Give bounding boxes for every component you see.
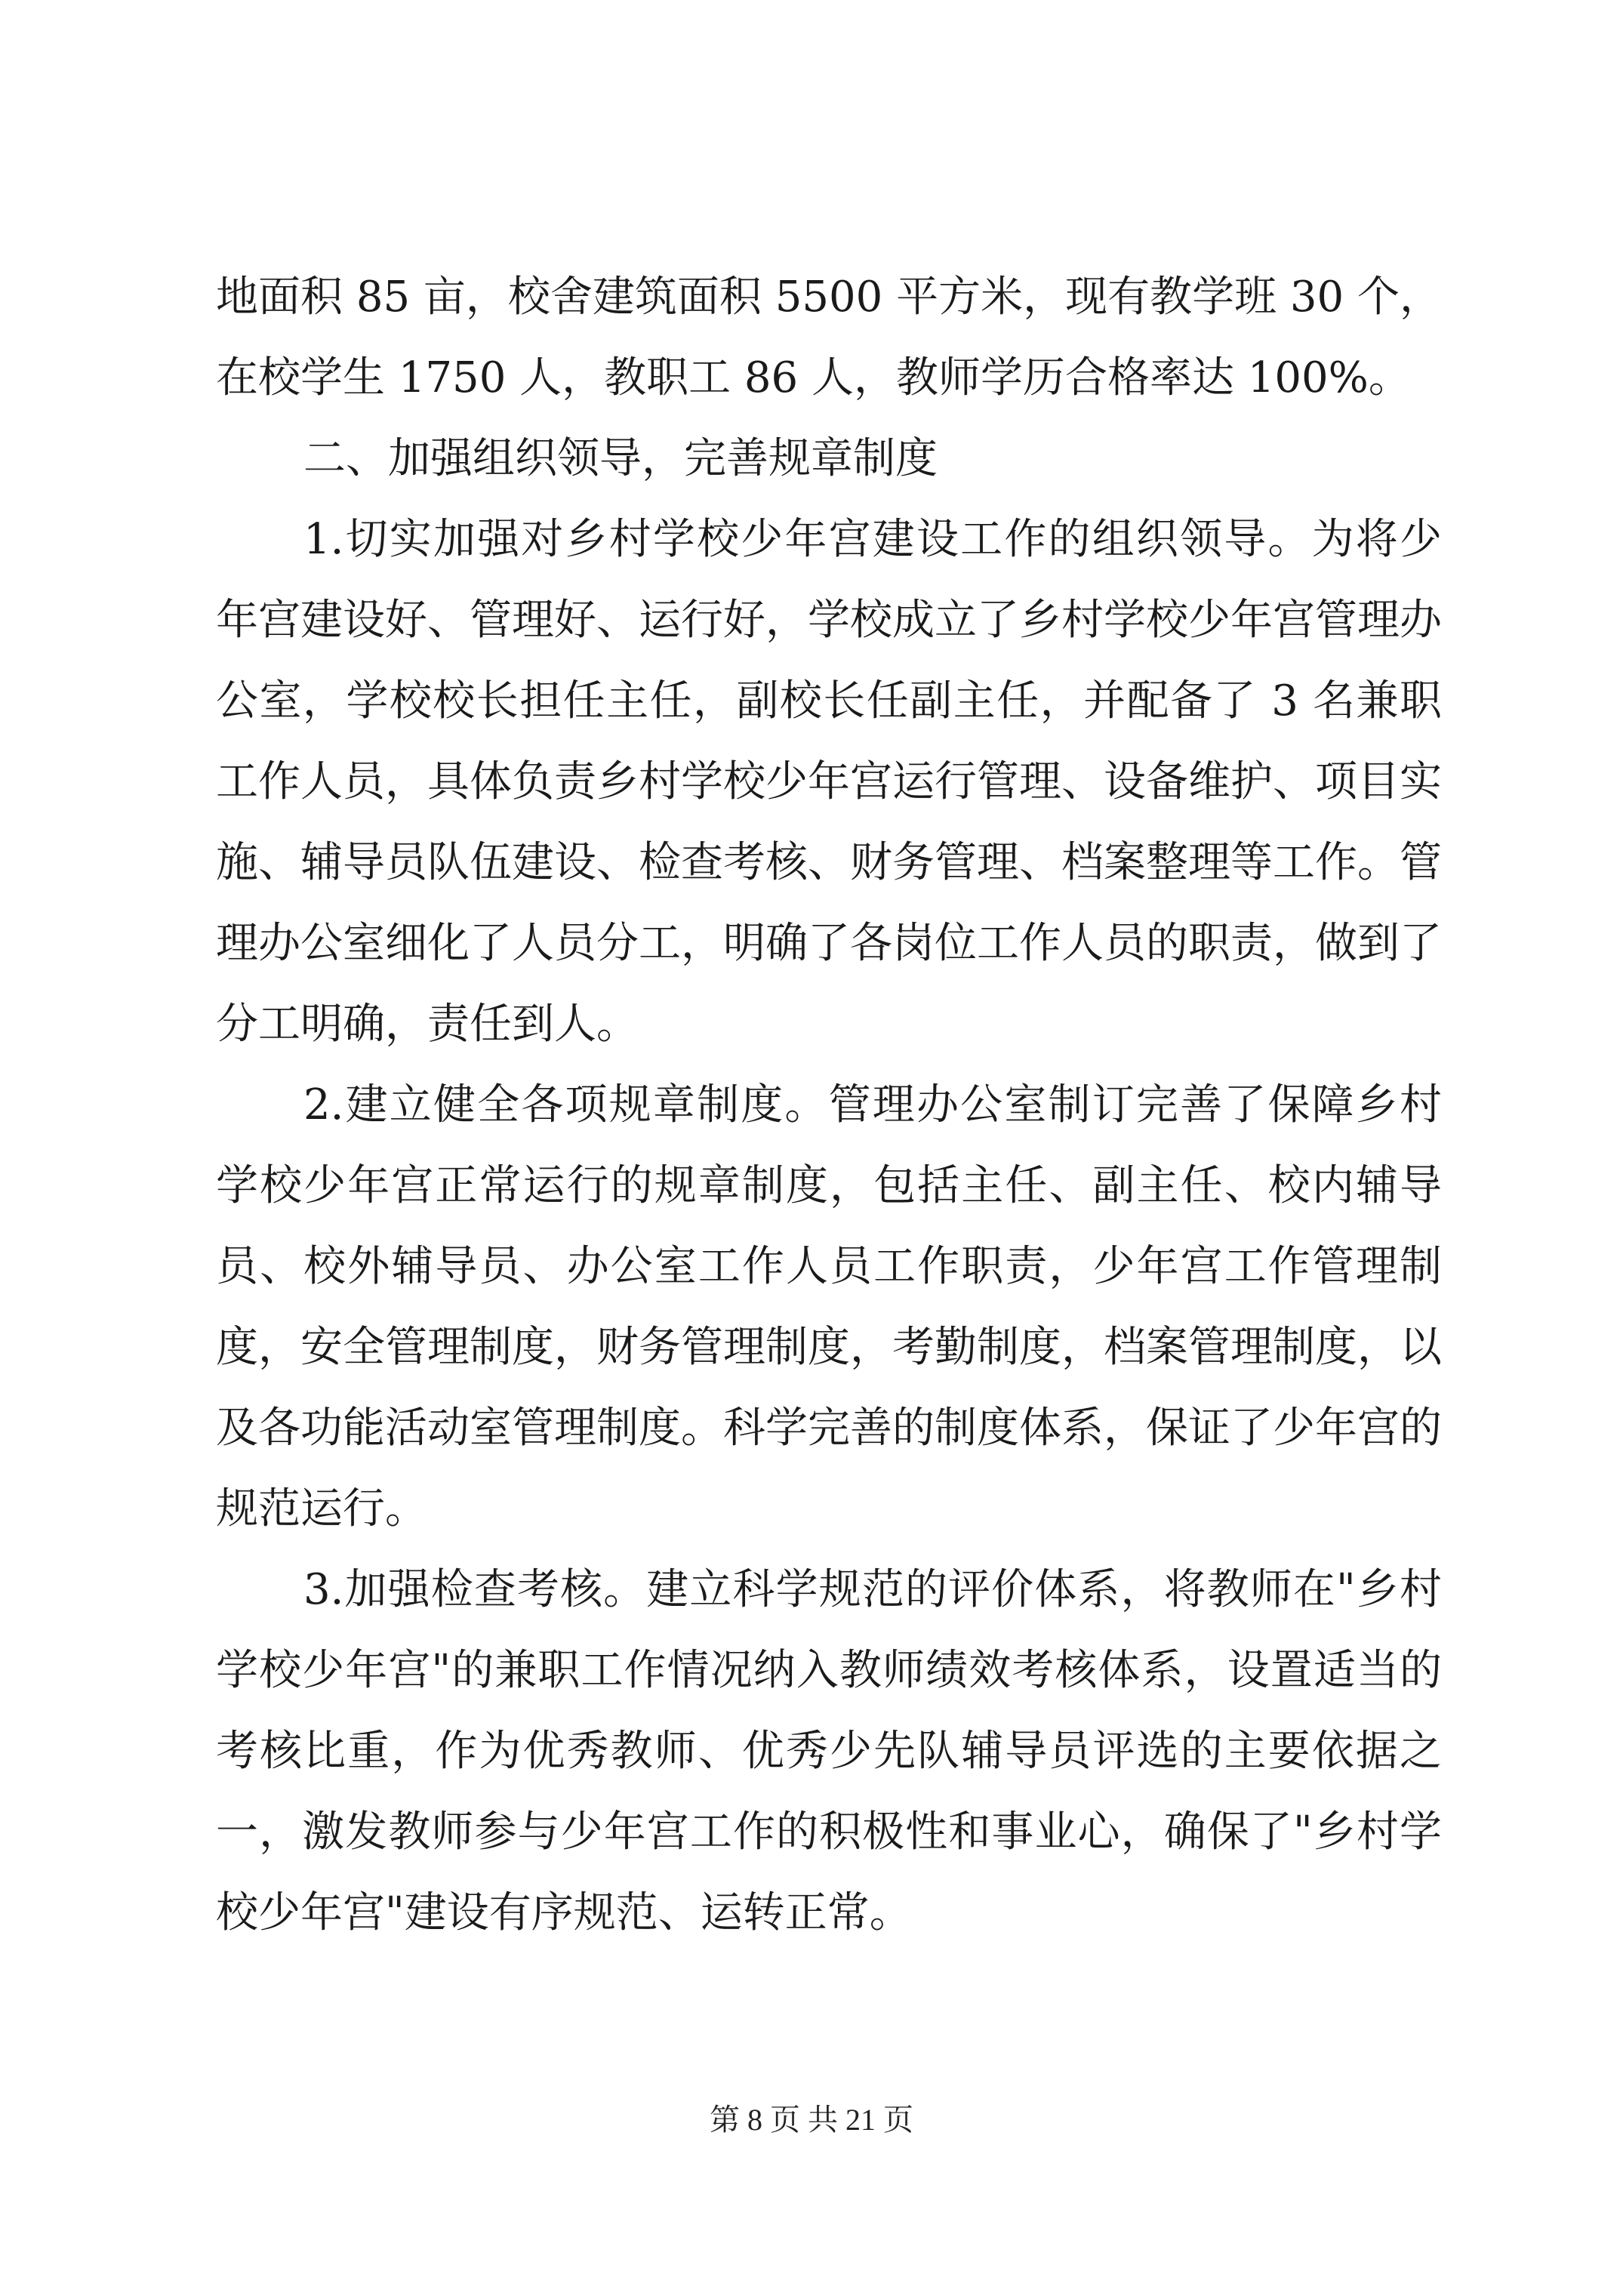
paragraph-item-1: 1.切实加强对乡村学校少年宫建设工作的组织领导。为将少年宫建设好、管理好、运行好，学校成立了乡村学校少年宫管理办公室，学校校长担任主任，副校长任副主任，并配备了 3 名兼职工作人员，具体负责乡村学校少年宫运行管理、设备维护、项目实施、辅导员队伍建设、检查考核、财务管理、档案整理等工作。管理办公室细化了人员分工，明确了各岗位工作人员的职责，做到了分工明确，责任到人。	[216, 515, 1442, 1049]
page-number-footer: 第 8 页 共 21 页	[710, 2103, 913, 2137]
paragraph-item-2: 2.建立健全各项规章制度。管理办公室制订完善了保障乡村学校少年宫正常运行的规章制度，包括主任、副主任、校内辅导员、校外辅导员、办公室工作人员工作职责，少年宫工作管理制度，安全管理制度，财务管理制度，考勤制度，档案管理制度，以及各功能活动室管理制度。科学完善的制度体系，保证了少年宫的规范运行。	[216, 1080, 1442, 1533]
section-heading: 二、加强组织领导，完善规章制度	[303, 434, 938, 483]
document-body	[216, 257, 1442, 1953]
paragraph-continued: 地面积 85 亩，校舍建筑面积 5500 平方米，现有教学班 30 个，在校学生 1750 人，教职工 86 人，教师学历合格率达 100%。	[216, 273, 1442, 402]
paragraph-item-3: 3.加强检查考核。建立科学规范的评价体系，将教师在"乡村学校少年宫"的兼职工作情况纳入教师绩效考核体系，设置适当的考核比重，作为优秀教师、优秀少先队辅导员评选的主要依据之一，激发教师参与少年宫工作的积极性和事业心，确保了"乡村学校少年宫"建设有序规范、运转正常。	[216, 1565, 1442, 1937]
